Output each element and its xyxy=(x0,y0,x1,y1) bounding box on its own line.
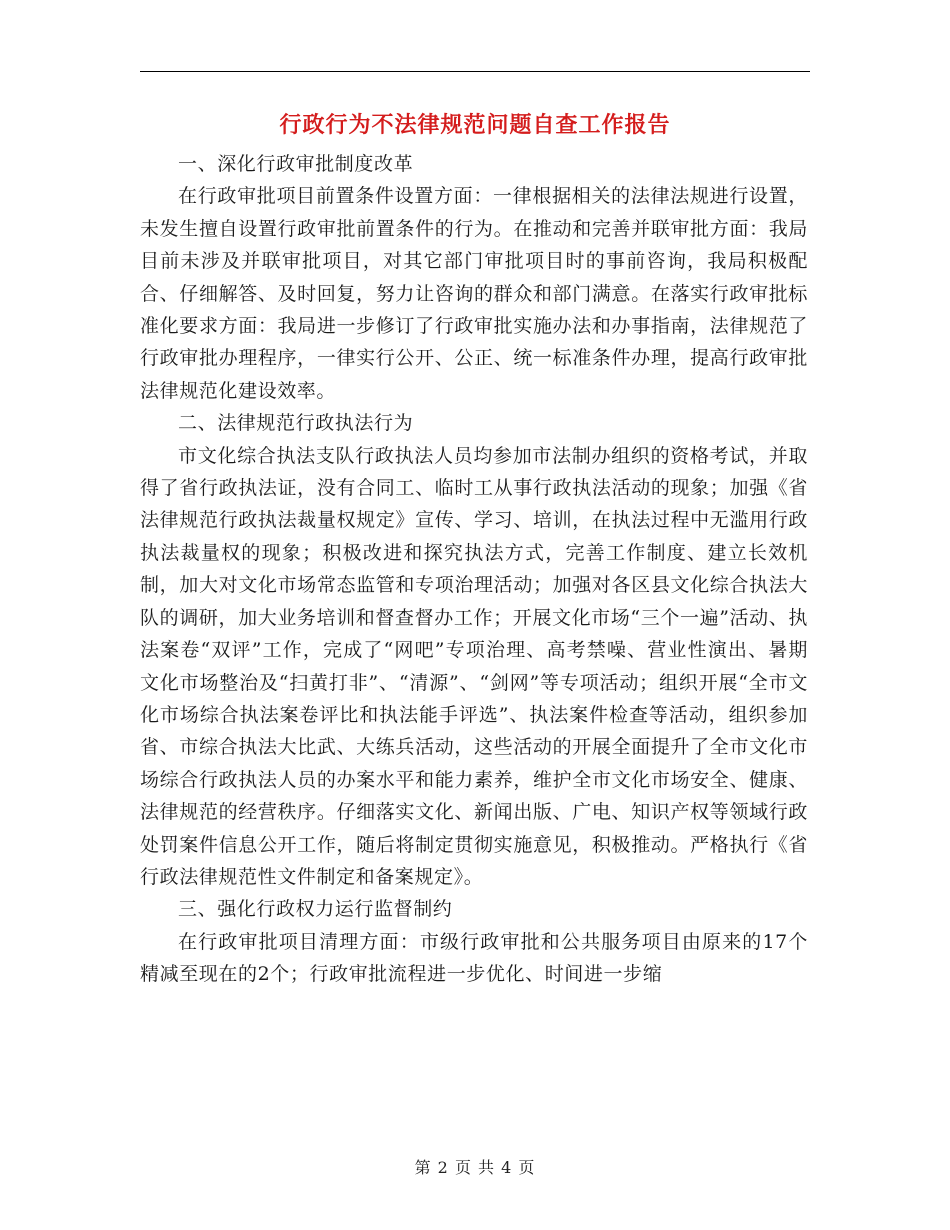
section-3-paragraph: 在行政审批项目清理方面：市级行政审批和公共服务项目由原来的17个精减至现在的2个；行政审批流程进一步优化、时间进一步缩 xyxy=(140,930,808,986)
section-heading-3: 三、强化行政权力运行监督制约 xyxy=(178,898,453,921)
document-title: 行政行为不法律规范问题自查工作报告 xyxy=(279,112,671,138)
section-1-paragraph: 在行政审批项目前置条件设置方面：一律根据相关的法律法规进行设置，未发生擅自设置行政审批前置条件的行为。在推动和完善并联审批方面：我局目前未涉及并联审批项目，对其它部门审批项目时的事前咨询，我局积极配合、仔细解答、及时回复，努力让咨询的群众和部门满意。在落实行政审批标准化要求方面：我局进一步修订了行政审批实施办法和办事指南，法律规范了行政审批办理程序，一律实行公开、公正、统一标准条件办理，提高行政审批法律规范化建设效率。 xyxy=(140,185,808,402)
page-number: 第 2 页 共 4 页 xyxy=(414,1158,536,1177)
section-heading-1: 一、深化行政审批制度改革 xyxy=(178,153,414,175)
section-heading-2: 二、法律规范行政执法行为 xyxy=(178,412,414,435)
section-2-paragraph: 市文化综合执法支队行政执法人员均参加市法制办组织的资格考试，并取得了省行政执法证，没有合同工、临时工从事行政执法活动的现象；加强《省法律规范行政执法裁量权规定》宣传、学习、培训，在执法过程中无滥用行政执法裁量权的现象；积极改进和探究执法方式，完善工作制度、建立长效机制，加大对文化市场常态监管和专项治理活动；加强对各区县文化综合执法大队的调研，加大业务培训和督查督办工作；开展文化市场“三个一遍”活动、执法案卷“双评”工作，完成了“网吧”专项治理、高考禁噪、营业性演出、暑期文化市场整治及“扫黄打非”、“清源”、“剑网”等专项活动；组织开展“全市文化市场综合执法案卷评比和执法能手评选”、执法案件检查等活动，组织参加省、市综合执法大比武、大练兵活动，这些活动的开展全面提升了全市文化市场综合行政执法人员的办案水平和能力素养，维护全市文化市场安全、健康、法律规范的经营秩序。仔细落实文化、新闻出版、广电、知识产权等领域行政处罚案件信息公开工作，随后将制定贯彻实施意见，积极推动。严格执行《省行政法律规范性文件制定和备案规定》。 xyxy=(140,444,808,888)
document-body xyxy=(140,148,808,991)
header-rule xyxy=(140,71,810,72)
